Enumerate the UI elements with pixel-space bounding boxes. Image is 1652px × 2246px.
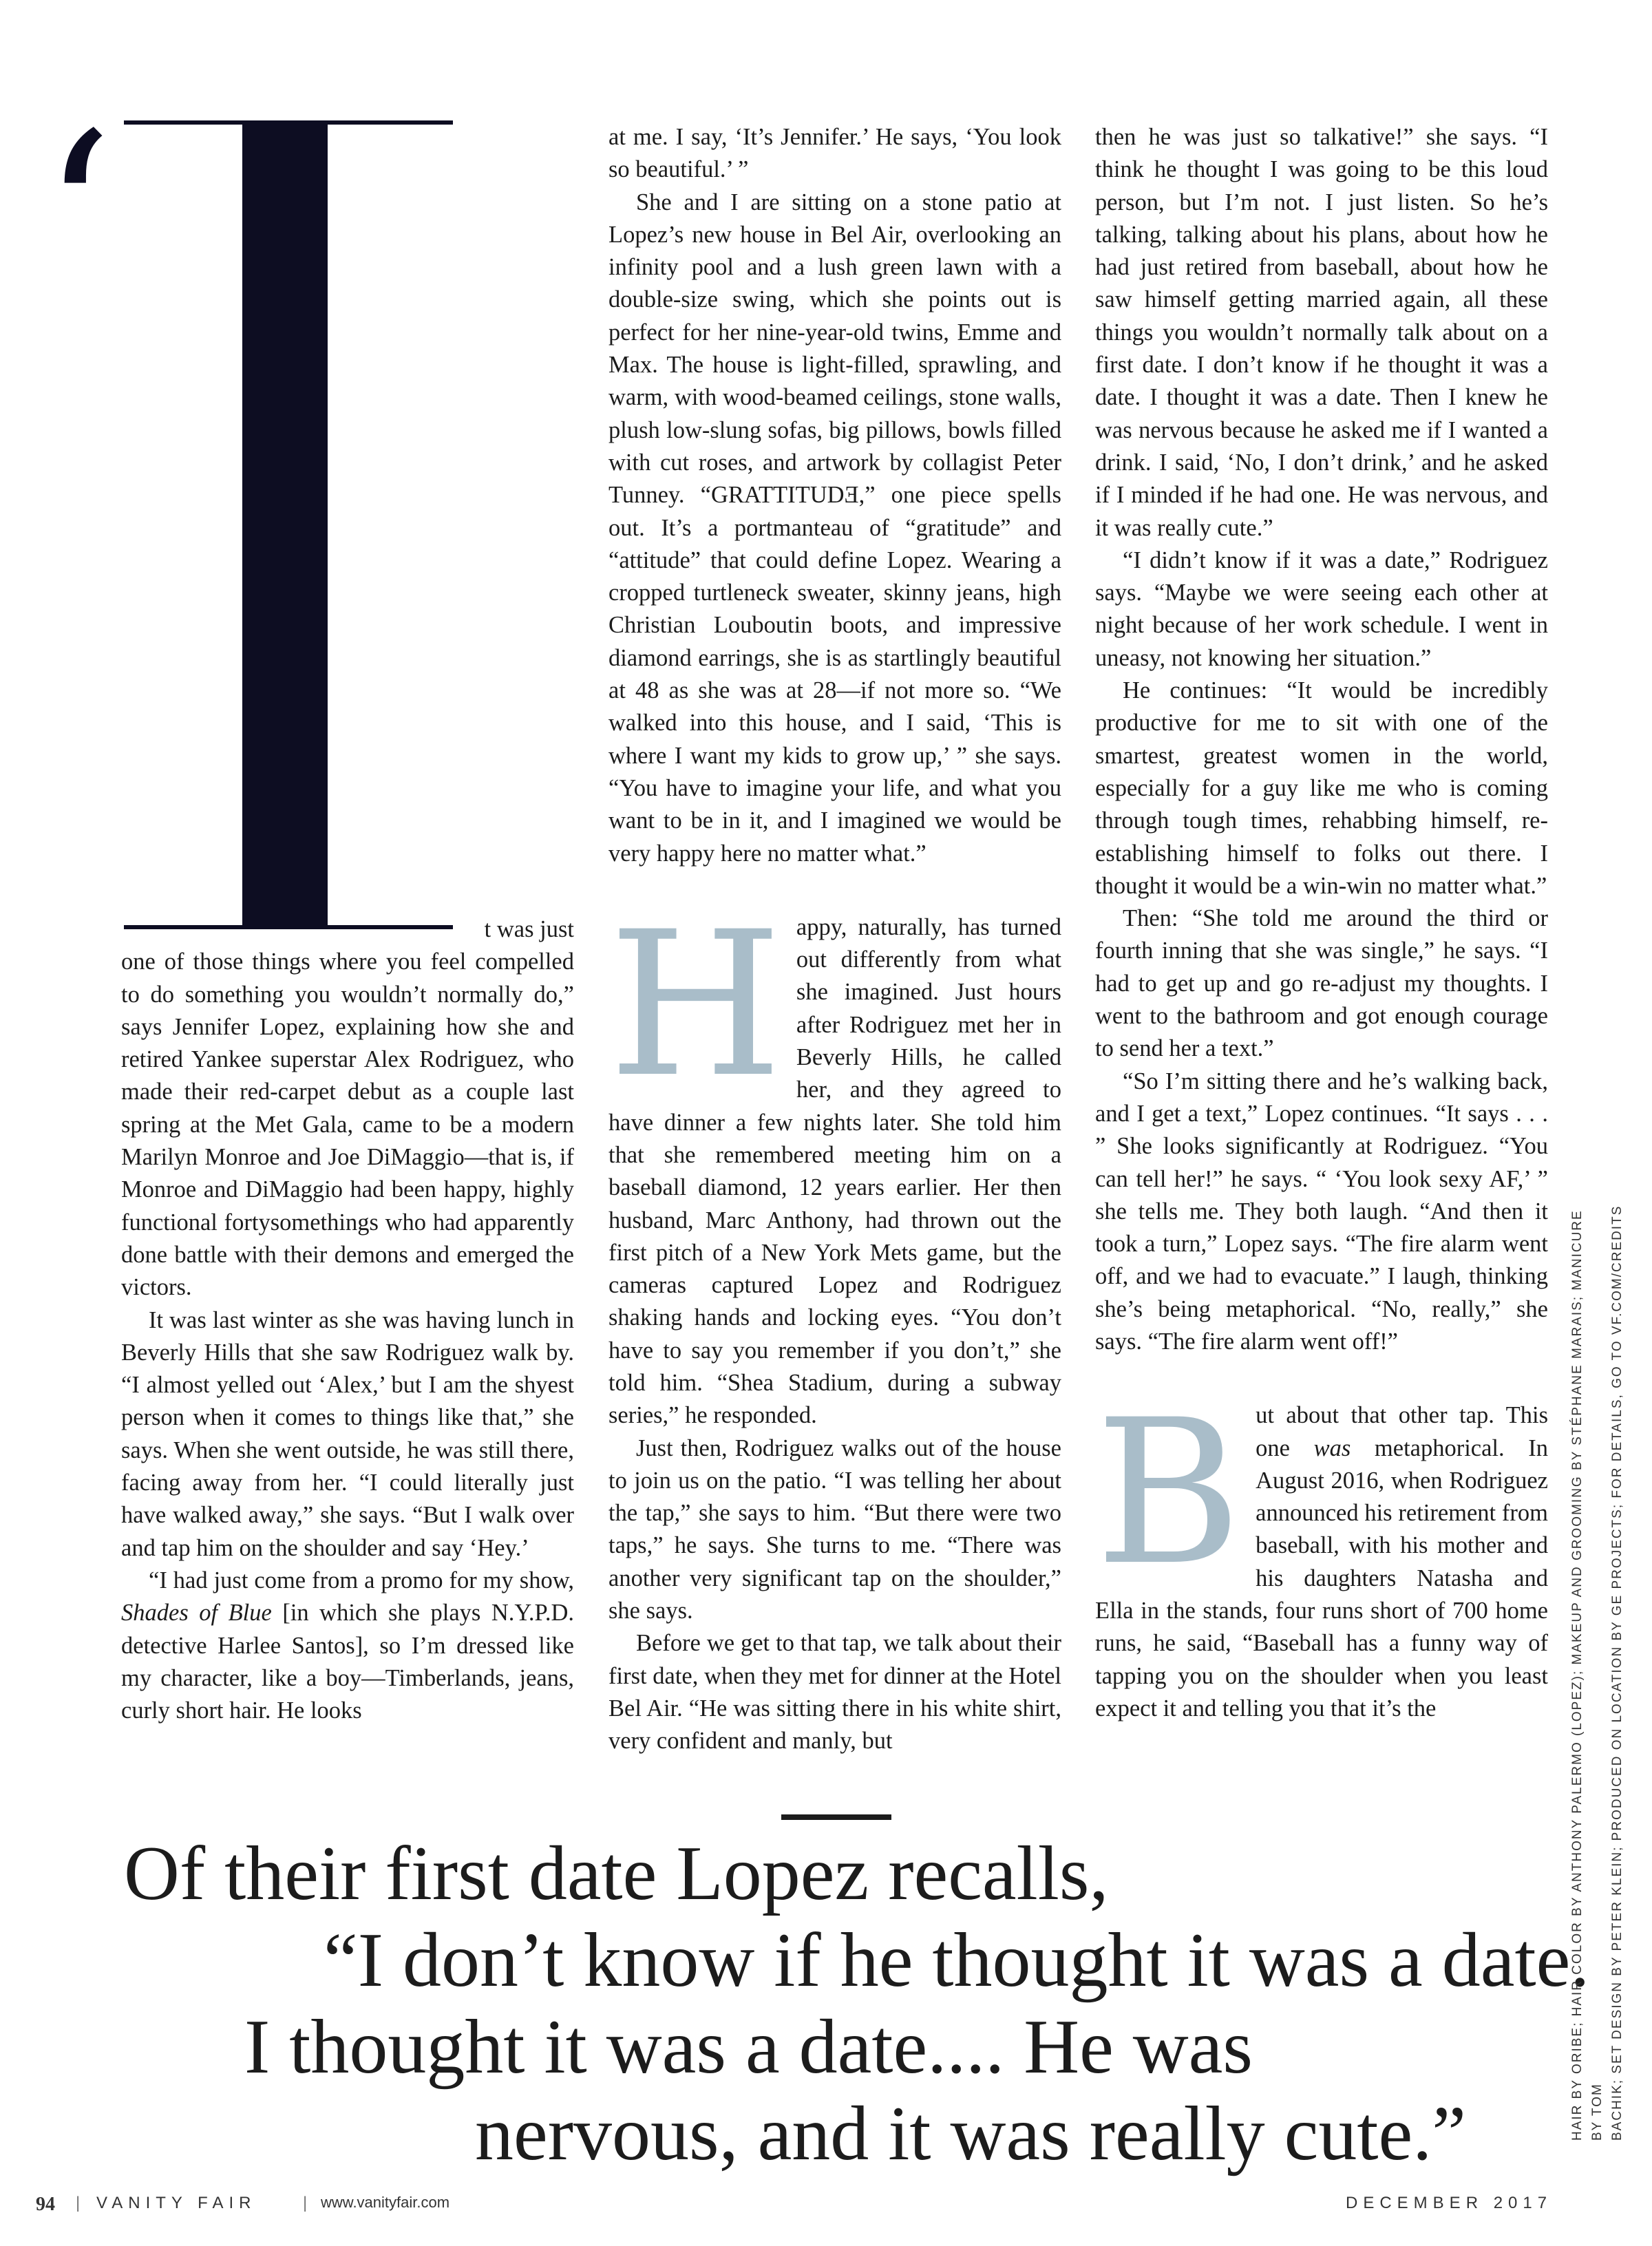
paragraph: then he was just so talkative!” she says. “I think he thought I was going to be this loud person, but I’m not. I just listen. So he’s talking, talking about his plans, about how he had just retired from baseball, about how he saw himself getting married again, all these things you wouldn’t normally talk about on a first date. I don’t know if he thought it was a date. I thought it was a date. Then I knew he was nervous because he asked me if I wanted a drink. I said, ‘No, I don’t drink,’ and he asked if I minded if he had one. He was nervous, and it was really cute.” (1095, 124, 1548, 541)
dropcap-h: H (608, 889, 783, 1121)
paragraph: It was last winter as she was having lunch in Beverly Hills that she saw Rodriguez walk by. “I almost yelled out ‘Alex,’ but I am the shyest person when it comes to things like that,” she says. When she went outside, he was still there, facing away from her. “I could literally just have walked away,” she says. “But I walk over and tap him on the shoulder and say ‘Hey.’ (121, 1306, 574, 1561)
text-segment: appy, naturally, has turned out differently from what she imagined. Just hours after Rodriguez met her in Beverly Hills, he called her, and they agreed to have dinner a few nights later. She told him that she remembered meeting him on a baseball diamond, 12 years earlier. Her then husband, Marc Anthony, had thrown out the first pitch of a New York Mets game, but the cameras captured Lopez and Rodriguez shaking hands and locking eyes. “You don’t have to say you remember if you don’t,” she told him. “Shea Stadium, during a subway series,” he responded. (608, 913, 1061, 1429)
paragraph: She and I are sitting on a stone patio at Lopez’s new house in Bel Air, overlooking an infinity pool and a lush green lawn with a double-size swing, which she points out is perfect for her nine-year-old twins, Emme and Max. The house is light-filled, sprawling, and warm, with wood-beamed ceilings, stone walls, plush low-slung sofas, big pillows, bowls filled with cut roses, and artwork by collagist Peter Tunney. “GRATTITUDƎ,” one piece spells out. It’s a portmanteau of “gratitude” and “attitude” that could define Lopez. Wearing a cropped turtleneck sweater, skinny jeans, high Christian Louboutin boots, and impressive diamond earrings, she is as startlingly beautiful at 48 as she was at 28—if not more so. “We walked into this house, and I said, ‘This is where I want my kids to grow up,’ ” she says. “You have to imagine your life, and what you want to be in it, and I imagined we would be very happy here no matter what.” (608, 189, 1061, 867)
pull-quote-line: I thought it was a date.... He was (244, 2004, 1253, 2090)
pull-quote-line: “I don’t know if he thought it was a date. (324, 1918, 1590, 2003)
dropcap-b: B (1095, 1377, 1242, 1610)
paragraph (608, 889, 1061, 1432)
dropcap-i (242, 120, 328, 929)
opening-quote-mark: ‘ (41, 85, 114, 349)
photo-credits (1567, 1191, 1627, 2141)
footer-separator: | (303, 2194, 308, 2212)
article-column-1 (121, 913, 574, 1727)
text-segment: [in which she plays N.Y.P.D. detective Harlee Santos], so I’m dressed like my character, like a boy—Timberlands, jeans, curly short hair. He looks (121, 1600, 574, 1724)
pull-quote-line: Of their first date Lopez recalls, (124, 1831, 1109, 1916)
paragraph: Before we get to that tap, we talk about their first date, when they met for dinner at the Hotel Bel Air. “He was sitting there in his white shirt, very confident and manly, but (608, 1630, 1061, 1755)
issue-date: DECEMBER 2017 (1346, 2194, 1553, 2212)
paragraph (121, 913, 574, 946)
text-segment: “I had just come from a promo for my show, (149, 1567, 574, 1593)
show-title: Shades of Blue (121, 1600, 272, 1627)
paragraph: Then: “She told me around the third or fourth inning that she was single,” he says. “I had to get up and go re-adjust my thoughts. I went to the bathroom and got enough courage to send her a text.” (1095, 905, 1548, 1062)
paragraph: “So I’m sitting there and he’s walking back, and I get a text,” Lopez continues. “It says . . . ” She looks significantly at Rodriguez. “You can tell her!” he says. “ ‘You look sexy AF,’ ” she tells me. They both laugh. “And then it took a turn,” Lopez says. “The fire alarm went off, and we had to evacuate.” I laugh, thinking she’s being metaphorical. “No, really,” she says. “The fire alarm went off!” (1095, 1068, 1548, 1355)
paragraph: one of those things where you feel compelled to do something you wouldn’t normally do,” says Jennifer Lopez, explaining how she and retired Yankee superstar Alex Rodriguez, who made their red-carpet debut as a couple last spring at the Met Gala, came to be a modern Marilyn Monroe and Joe DiMaggio—that is, if Monroe and DiMaggio had been happy, highly functional fortysomethings who had apparently done battle with their demons and emerged the victors. (121, 949, 574, 1301)
paragraph: at me. I say, ‘It’s Jennifer.’ He says, ‘You look so beautiful.’ ” (608, 124, 1061, 183)
credits-line: HAIR BY ORIBE; HAIR COLOR BY ANTHONY PALERMO (LOPEZ); MAKEUP AND GROOMING BY STÉPHANE MARAIS; MANICURE BY TOM (1570, 1209, 1605, 2141)
text-segment: metaphorical. In August 2016, when Rodriguez announced his retirement from baseball, with his mother and his daughters Natasha and Ella in the stands, four runs short of 700 home runs, he said, “Baseball has a funny way of tapping you on the shoulder when you least expect it and telling you that it’s the (1095, 1434, 1549, 1721)
lead-in-text: t was just (484, 916, 574, 942)
paragraph: “I didn’t know if it was a date,” Rodriguez says. “Maybe we were seeing each other at night because of her work schedule. I went in uneasy, not knowing her situation.” (1095, 547, 1548, 671)
paragraph: He continues: “It would be incredibly productive for me to sit with one of the smartest, greatest women in the world, especially for a guy like me who is coming through tough times, rehabbing himself, re-establishing himself to folks out there. I thought it would be a win-win no matter what.” (1095, 677, 1548, 899)
credits-line: BACHIK; SET DESIGN BY PETER KLEIN; PRODUCED ON LOCATION BY GE PROJECTS; FOR DETAILS, GO TO VF.COM/CREDITS (1610, 1205, 1624, 2141)
paragraph (121, 1565, 574, 1727)
pull-quote-line: nervous, and it was really cute.” (475, 2091, 1466, 2176)
article-column-2 (608, 121, 1061, 1758)
pull-quote-rule (781, 1814, 891, 1820)
magazine-url[interactable]: www.vanityfair.com (321, 2194, 450, 2211)
article-column-3 (1095, 121, 1548, 1725)
page-number: 94 (36, 2194, 55, 2215)
footer-separator: | (76, 2194, 81, 2212)
paragraph: Just then, Rodriguez walks out of the house to join us on the patio. “I was telling her about the tap,” she says to him. “But there were two taps,” he says. She turns to me. “There was another very significant tap on the shoulder,” she says. (608, 1434, 1061, 1624)
emphasis: was (1313, 1434, 1351, 1461)
magazine-name: VANITY FAIR (96, 2194, 257, 2212)
text-segment: ut about that other tap. This one (1256, 1402, 1548, 1461)
paragraph (1095, 1377, 1549, 1725)
